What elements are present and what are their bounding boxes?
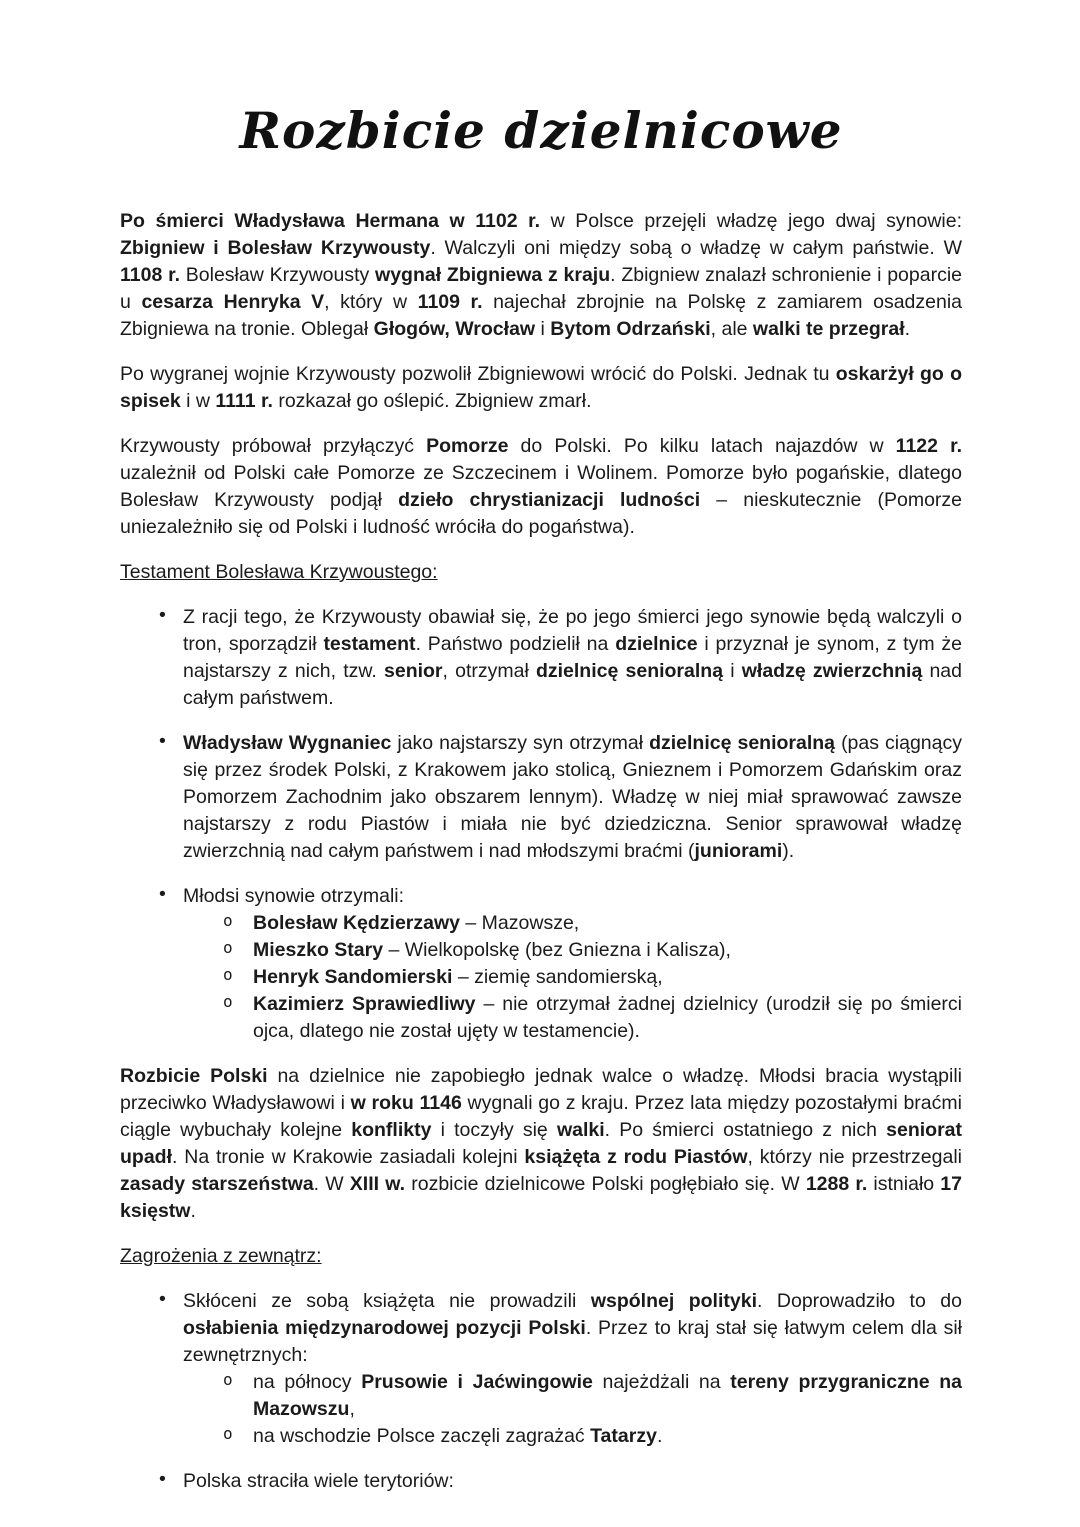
document-content [120,208,962,1495]
text-run: Bolesław Krzywousty [180,264,376,286]
text-run: – Mazowsze, [460,912,580,934]
text-run: na wschodzie Polsce zaczęli zagrażać [253,1425,591,1447]
circle-marker: o [223,911,233,930]
text-run: (pas ciągnący się przez środek Polski, z Krakowem jako stolicą, Gnieznem i Pomorzem Gdańskim oraz Pomorzem Zachodnim jako obszarem lennym). Władzę w niej miał sprawować zawsze najstarszy z rodu Piastów i miała nie być dziedziczna. Senior sprawował władzę zwierzchnią nad całym państwem i nad młodszymi braćmi ( [183,732,962,862]
text-run: i toczyły się [431,1119,557,1141]
sub-bullet-item [120,1423,962,1450]
text-run: , którzy nie przestrzegali [747,1146,962,1168]
circle-marker: o [223,938,233,957]
bullet-item [120,730,962,865]
text-run: . Walczyli oni między sobą o władzę w całym państwie. W [430,237,962,259]
circle-marker: o [223,1424,233,1443]
paragraph [120,208,962,343]
bold-text-run: 17 księstw [120,1173,962,1222]
bold-text-run: walki [556,1119,605,1141]
document-title: Rozbicie dzielnicowe [239,101,843,160]
sub-bullet-item-text [253,910,962,937]
text-run: , otrzymał [442,660,536,682]
bullet-list [120,604,962,1045]
text-run: rozkazał go oślepić. Zbigniew zmarł. [272,390,592,412]
section-heading [120,1243,962,1270]
bullet-item-text [183,730,962,865]
bold-text-run: wygnał Zbigniewa z kraju [375,264,611,286]
bullet-marker: • [159,1468,166,1490]
bullet-item [120,1468,962,1495]
text-run: najeżdżali na [592,1371,731,1393]
bold-text-run: dzielnice [615,633,698,655]
text-run: – nieskutecznie (Pomorze uniezależniło się od Polski i ludność wróciła do pogaństwa). [120,489,963,538]
bullet-marker: • [159,1288,166,1310]
bold-text-run: 1122 r. [895,435,962,457]
bullet-marker: • [159,604,166,626]
text-run: . Doprowadziło to do [757,1290,962,1312]
text-run: , ale [710,318,753,340]
text-run: . W [313,1173,350,1195]
bold-text-run: Bolesław Kędzierzawy [253,912,460,934]
sub-bullet-item [120,964,962,991]
bold-text-run: 1109 r. [417,291,483,313]
text-run: jako najstarszy syn otrzymał [391,732,650,754]
sub-bullet-item-text [253,964,962,991]
sub-bullet-item [120,1369,962,1423]
text-run: Krzywousty próbował przyłączyć [120,435,427,457]
bullet-item-text [183,883,962,910]
bold-text-run: juniorami [694,840,783,862]
text-run: na dzielnice nie zapobiegło jednak walce o władzę. Młodsi bracia wystąpili przeciwko Władysławowi i [120,1065,962,1114]
bold-text-run: władzę zwierzchnią [741,660,923,682]
bold-text-run: seniorat upadł [120,1119,962,1168]
bold-text-run: Prusowie i Jaćwingowie [361,1371,593,1393]
text-run: . Państwo podzielił na [415,633,616,655]
bold-text-run: Władysław Wygnaniec [183,732,392,754]
sub-bullet-item-text [253,991,962,1045]
sub-bullet-item [120,937,962,964]
text-run: Skłóceni ze sobą książęta nie prowadzili [183,1290,591,1312]
bold-text-run: Tatarzy [590,1425,657,1447]
bullet-marker: • [159,730,166,752]
text-run: . Po śmierci ostatniego z nich [604,1119,887,1141]
paragraph [120,361,962,415]
sub-bullet-item [120,991,962,1045]
bullet-item [120,883,962,910]
sub-bullet-item-text [253,1369,962,1423]
bold-text-run: Henryk Sandomierski [253,966,453,988]
sub-bullet-item [120,910,962,937]
text-run: i w [180,390,216,412]
text-run: w Polsce przejęli władzę jego dwaj synowie: [540,210,962,232]
bold-text-run: Mieszko Stary [253,939,384,961]
text-run: do Polski. Po kilku latach najazdów w [508,435,896,457]
text-run: – Wielkopolskę (bez Gniezna i Kalisza), [383,939,731,961]
text-run: Polska straciła wiele terytoriów: [183,1470,454,1492]
text-run: Z racji tego, że Krzywousty obawiał się, że po jego śmierci jego synowie będą walczyli o tron, sporządził [183,606,962,655]
bold-text-run: oskarżył go o spisek [120,363,963,412]
bold-text-run: zasady starszeństwa [120,1173,314,1195]
bold-text-run: Rozbicie Polski [120,1065,268,1087]
text-run: ). [782,840,795,862]
sub-bullet-item-text [253,1423,962,1450]
bullet-list [120,1288,962,1495]
text-run: Po wygranej wojnie Krzywousty pozwolił Zbigniewowi wrócić do Polski. Jednak tu [120,363,836,385]
text-run: – ziemię sandomierską, [452,966,663,988]
bold-text-run: Zbigniew i Bolesław Krzywousty [120,237,431,259]
bold-text-run: 1108 r. [120,264,181,286]
text-run: Młodsi synowie otrzymali: [183,885,405,907]
bullet-item-text [183,1288,962,1369]
bullet-marker: • [159,883,166,905]
bold-text-run: książęta z rodu Piastów [524,1146,748,1168]
bold-text-run: testament [323,633,416,655]
circle-marker: o [223,992,233,1011]
text-run: . Zbigniew znalazł schronienie i poparcie u [120,264,963,313]
bold-text-run: wspólnej polityki [590,1290,757,1312]
bullet-item-text [183,1468,962,1495]
text-run: nad całym państwem. [183,660,963,709]
bold-text-run: tereny przygraniczne na Mazowszu [253,1371,962,1420]
bold-text-run: konflikty [351,1119,432,1141]
text-run: i [723,660,742,682]
text-run: . [656,1425,663,1447]
text-run: i przyznał je synom, z tym że najstarszy z nich, tzw. [183,633,962,682]
text-run: Zagrożenia z zewnątrz: [120,1245,322,1267]
text-run: – nie otrzymał żadnej dzielnicy (urodził się po śmierci ojca, dlatego nie został ujęty w testamencie). [253,993,962,1042]
bold-text-run: dzielnicę senioralną [535,660,724,682]
bold-text-run: Bytom Odrzański [550,318,711,340]
bold-text-run: walki te przegrał [752,318,905,340]
text-run: najechał zbrojnie na Polskę z zamiarem osadzenia Zbigniewa na tronie. Oblegał [120,291,963,340]
section-heading [120,559,962,586]
text-run: , [349,1398,355,1420]
text-run: i [535,318,551,340]
circle-marker: o [223,1370,233,1389]
bold-text-run: osłabienia międzynarodowej pozycji Polski [183,1317,586,1339]
bold-text-run: senior [384,660,443,682]
bold-text-run: dzielnicę senioralną [649,732,836,754]
text-run: uzależnił od Polski całe Pomorze ze Szczecinem i Wolinem. Pomorze było pogańskie, dlatego Bolesław Krzywousty podjął [120,462,962,511]
circle-marker: o [223,965,233,984]
bold-text-run: XIII w. [349,1173,406,1195]
text-run: wygnali go z kraju. Przez lata między pozostałymi braćmi ciągle wybuchały kolejne [120,1092,962,1141]
text-run: . [190,1200,196,1222]
paragraph [120,1063,962,1225]
text-run: Testament Bolesława Krzywoustego: [120,561,438,583]
bold-text-run: Kazimierz Sprawiedliwy [253,993,476,1015]
text-run: . Przez to kraj stał się łatwym celem dla sił zewnętrznych: [183,1317,962,1366]
paragraph [120,433,962,541]
bullet-item [120,1288,962,1369]
text-run: istniało [867,1173,941,1195]
text-run: . [904,318,911,340]
bold-text-run: 1111 r. [215,390,273,412]
sub-bullet-item-text [253,937,962,964]
bold-text-run: w roku 1146 [350,1092,462,1114]
bold-text-run: 1288 r. [805,1173,868,1195]
bold-text-run: dzieło chrystianizacji ludności [398,489,701,511]
bold-text-run: Pomorze [426,435,509,457]
text-run: rozbicie dzielnicowe Polski pogłębiało się. W [405,1173,806,1195]
text-run: . Na tronie w Krakowie zasiadali kolejni [172,1146,525,1168]
bold-text-run: Głogów, Wrocław [373,318,536,340]
text-run: na północy [253,1371,362,1393]
text-run: , który w [324,291,418,313]
bullet-item [120,604,962,712]
bold-text-run: Po śmierci Władysława Hermana w 1102 r. [120,210,541,232]
bold-text-run: cesarza Henryka V [141,291,325,313]
bullet-item-text [183,604,962,712]
